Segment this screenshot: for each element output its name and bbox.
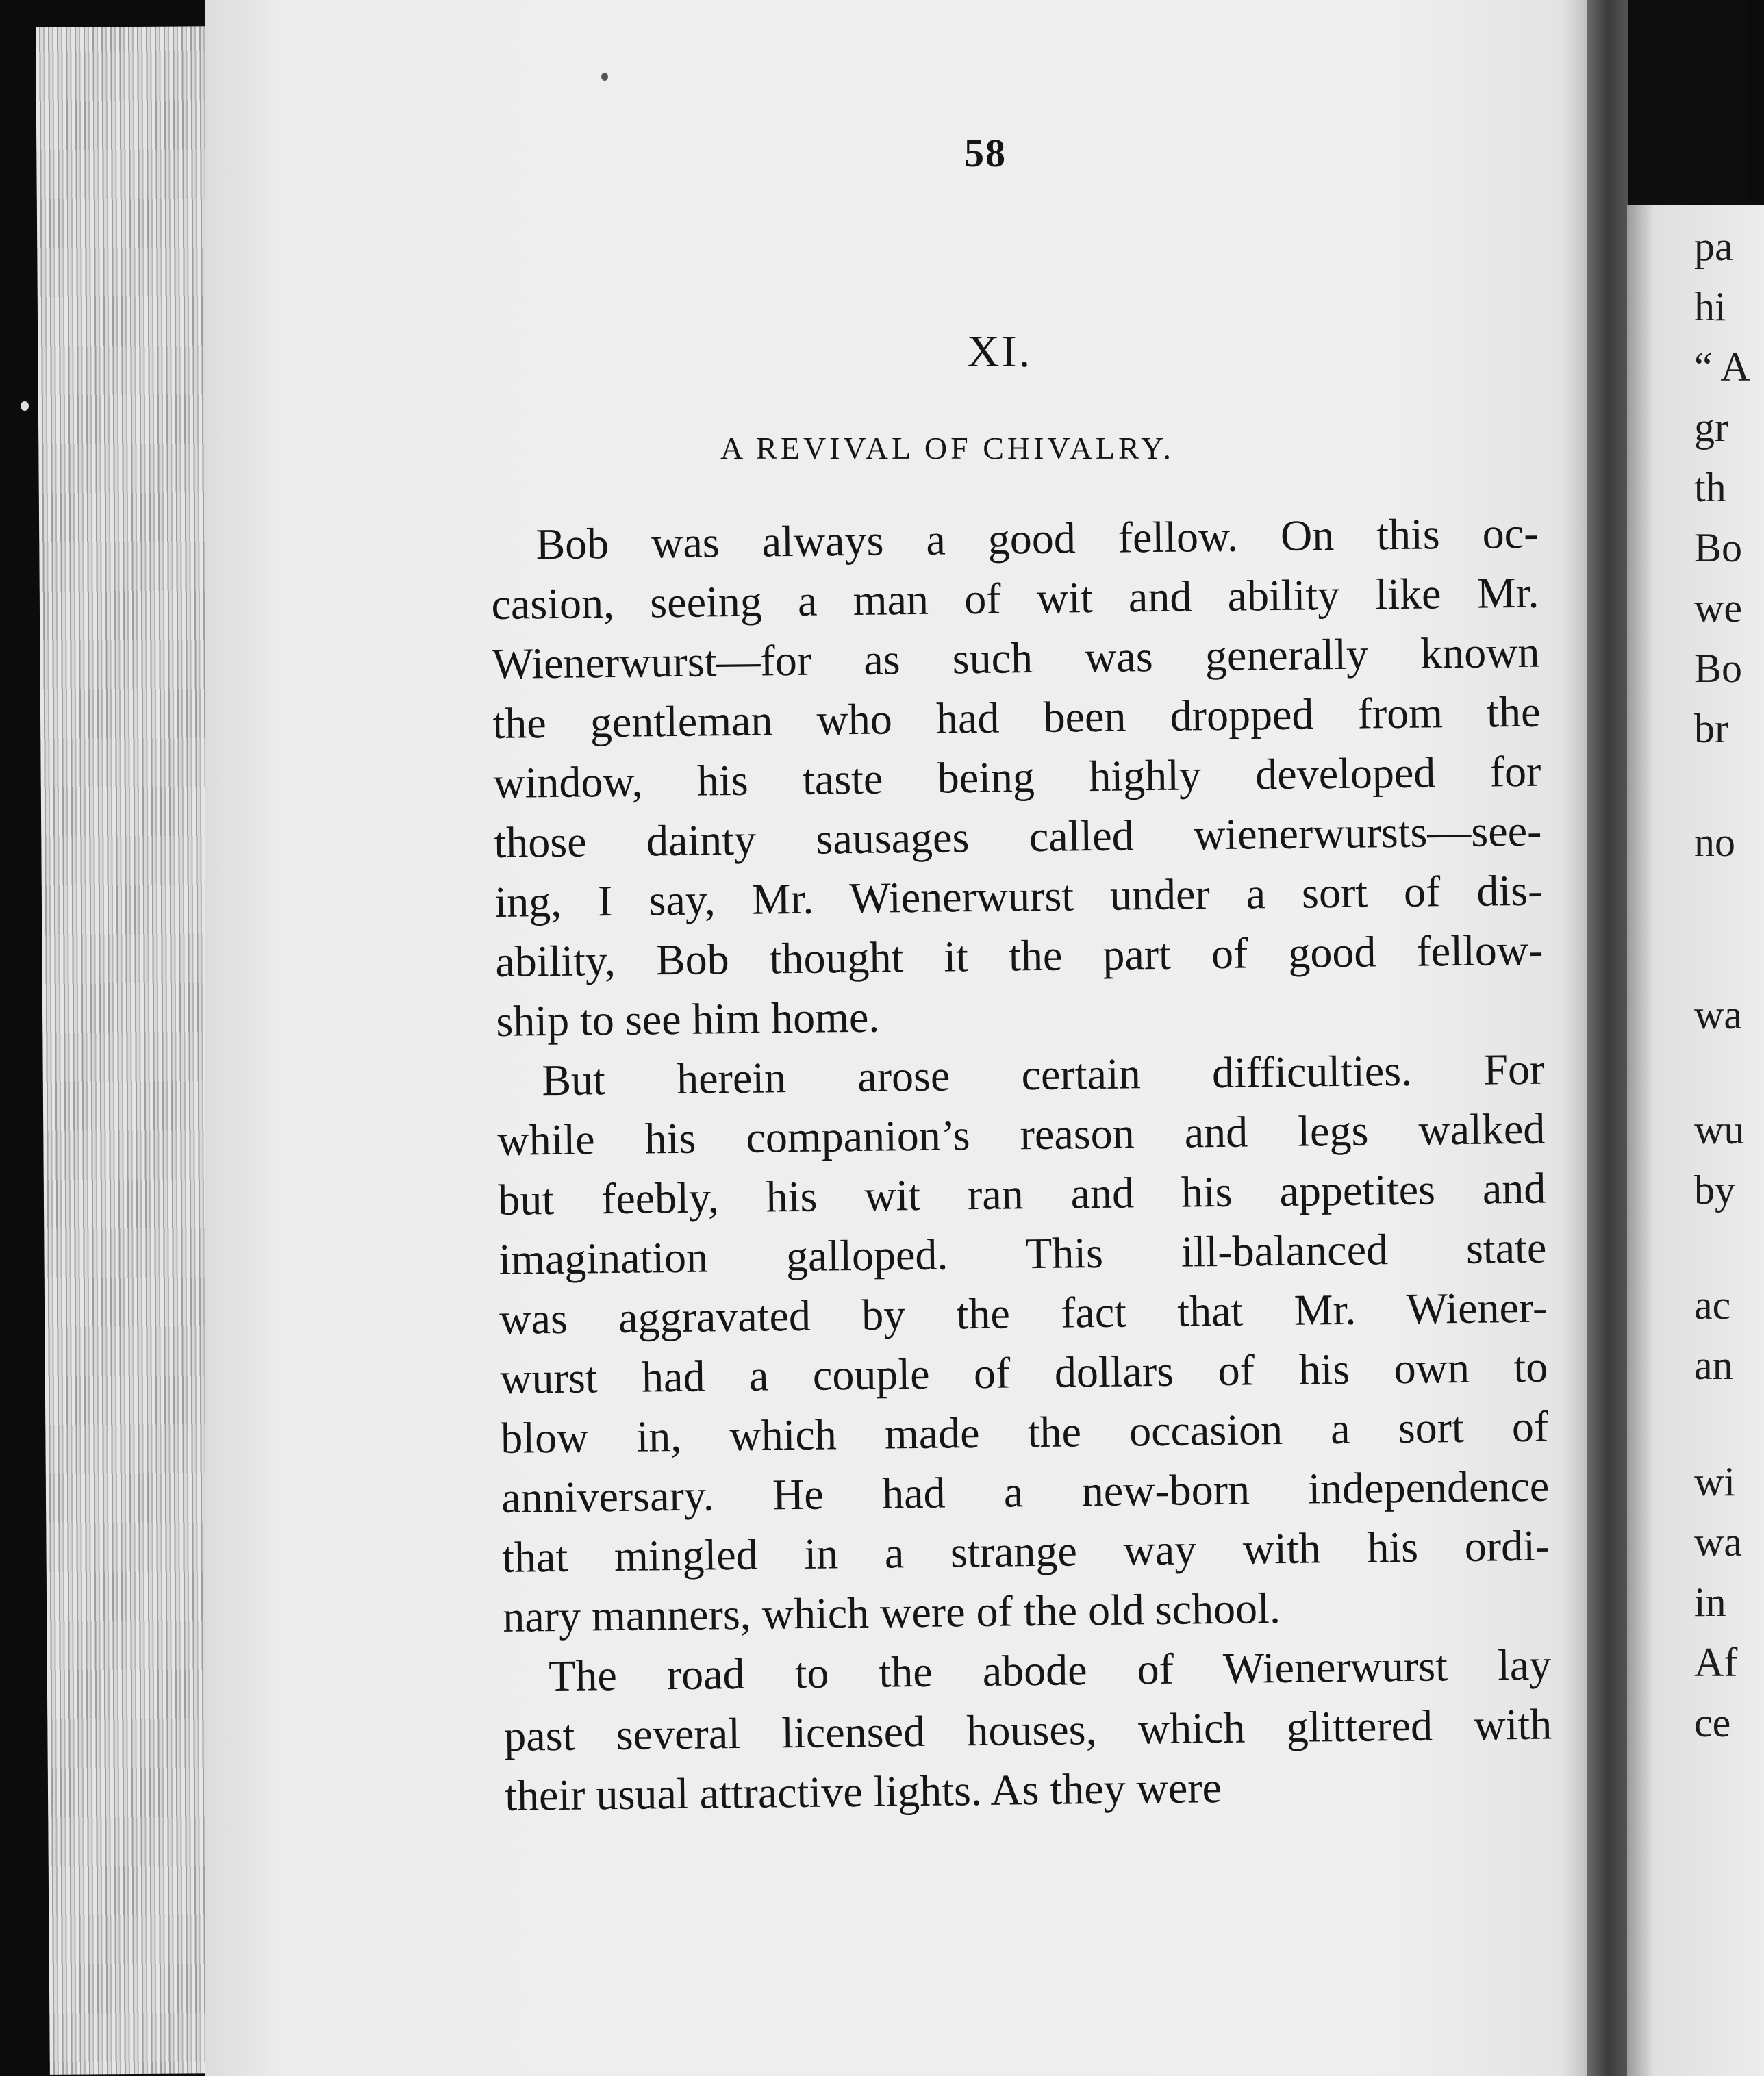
text-line: blow in, which made the occasion a sort of <box>500 1402 1549 1463</box>
text-line: Wienerwurst—for as such was generally known <box>492 627 1540 688</box>
text-line: but feebly, his wit ran and his appetites and <box>497 1163 1546 1224</box>
text-line: while his companion’s reason and legs walked <box>496 1104 1546 1165</box>
text-line: wurst had a couple of dollars of his own to <box>499 1342 1548 1403</box>
text-line: the gentleman who had been dropped from the <box>492 687 1541 748</box>
text-line: nary manners, which were of the old school. <box>502 1584 1281 1641</box>
text-line: those dainty sausages called wienerwursts—see- <box>494 806 1542 867</box>
text-line: casion, seeing a man of wit and ability like Mr. <box>491 568 1539 629</box>
facing-text-fragment: wi <box>1694 1459 1735 1504</box>
facing-text-fragment: Af <box>1694 1640 1738 1685</box>
text-line: their usual attractive lights. As they were <box>504 1763 1222 1820</box>
facing-text-fragment: we <box>1694 585 1742 631</box>
facing-text-fragment: wa <box>1694 1519 1742 1565</box>
facing-text-fragment: an <box>1694 1343 1733 1388</box>
text-line: The road to the abode of Wienerwurst lay <box>548 1640 1552 1701</box>
facing-text-fragment: Bo <box>1694 525 1743 570</box>
facing-text-fragment: in <box>1694 1580 1726 1625</box>
facing-text-fragment: no <box>1694 820 1735 865</box>
book-gutter <box>1587 0 1628 2076</box>
text-line: But herein arose certain difficulties. For <box>541 1044 1545 1105</box>
text-line: imagination galloped. This ill-balanced state <box>498 1223 1547 1284</box>
text-line: past several licensed houses, which glittered with <box>503 1699 1552 1760</box>
page-number: 58 <box>964 131 1007 175</box>
chapter-body <box>490 503 1553 1825</box>
facing-text-fragment: hi <box>1694 284 1726 329</box>
facing-text-fragment: th <box>1694 465 1726 510</box>
facing-text-fragment: pa <box>1694 224 1733 269</box>
facing-text-fragment: gr <box>1694 405 1728 450</box>
facing-text-fragment: br <box>1694 706 1728 751</box>
text-line: ability, Bob thought it the part of good fellow- <box>494 925 1544 986</box>
facing-text-fragment: “ A <box>1694 344 1750 390</box>
paragraph <box>490 503 1544 1051</box>
text-line: that mingled in a strange way with his ordi- <box>501 1521 1550 1582</box>
facing-text-fragment: wa <box>1694 992 1742 1037</box>
text-line: was aggravated by the fact that Mr. Wiener- <box>499 1282 1548 1343</box>
text-line: ship to see him home. <box>495 992 880 1046</box>
facing-page-shadow <box>1630 0 1746 212</box>
facing-text-fragment: wu <box>1694 1107 1745 1152</box>
paragraph <box>496 1039 1551 1647</box>
facing-text-fragment: ce <box>1694 1700 1731 1745</box>
dust-speck <box>21 401 29 411</box>
text-line: Bob was always a good fellow. On this oc- <box>536 508 1539 569</box>
chapter-number: XI. <box>967 327 1033 377</box>
dust-speck <box>601 73 608 81</box>
text-line: window, his taste being highly developed for <box>493 746 1541 807</box>
facing-text-fragment: ac <box>1694 1282 1731 1328</box>
text-line: anniversary. He had a new-born independence <box>501 1461 1550 1522</box>
chapter-title: A REVIVAL OF CHIVALRY. <box>720 431 1174 466</box>
facing-text-fragment: Bo <box>1694 646 1743 691</box>
paragraph <box>503 1635 1553 1825</box>
text-line: ing, I say, Mr. Wienerwurst under a sort of dis- <box>494 865 1543 926</box>
facing-text-fragment: by <box>1694 1167 1735 1213</box>
